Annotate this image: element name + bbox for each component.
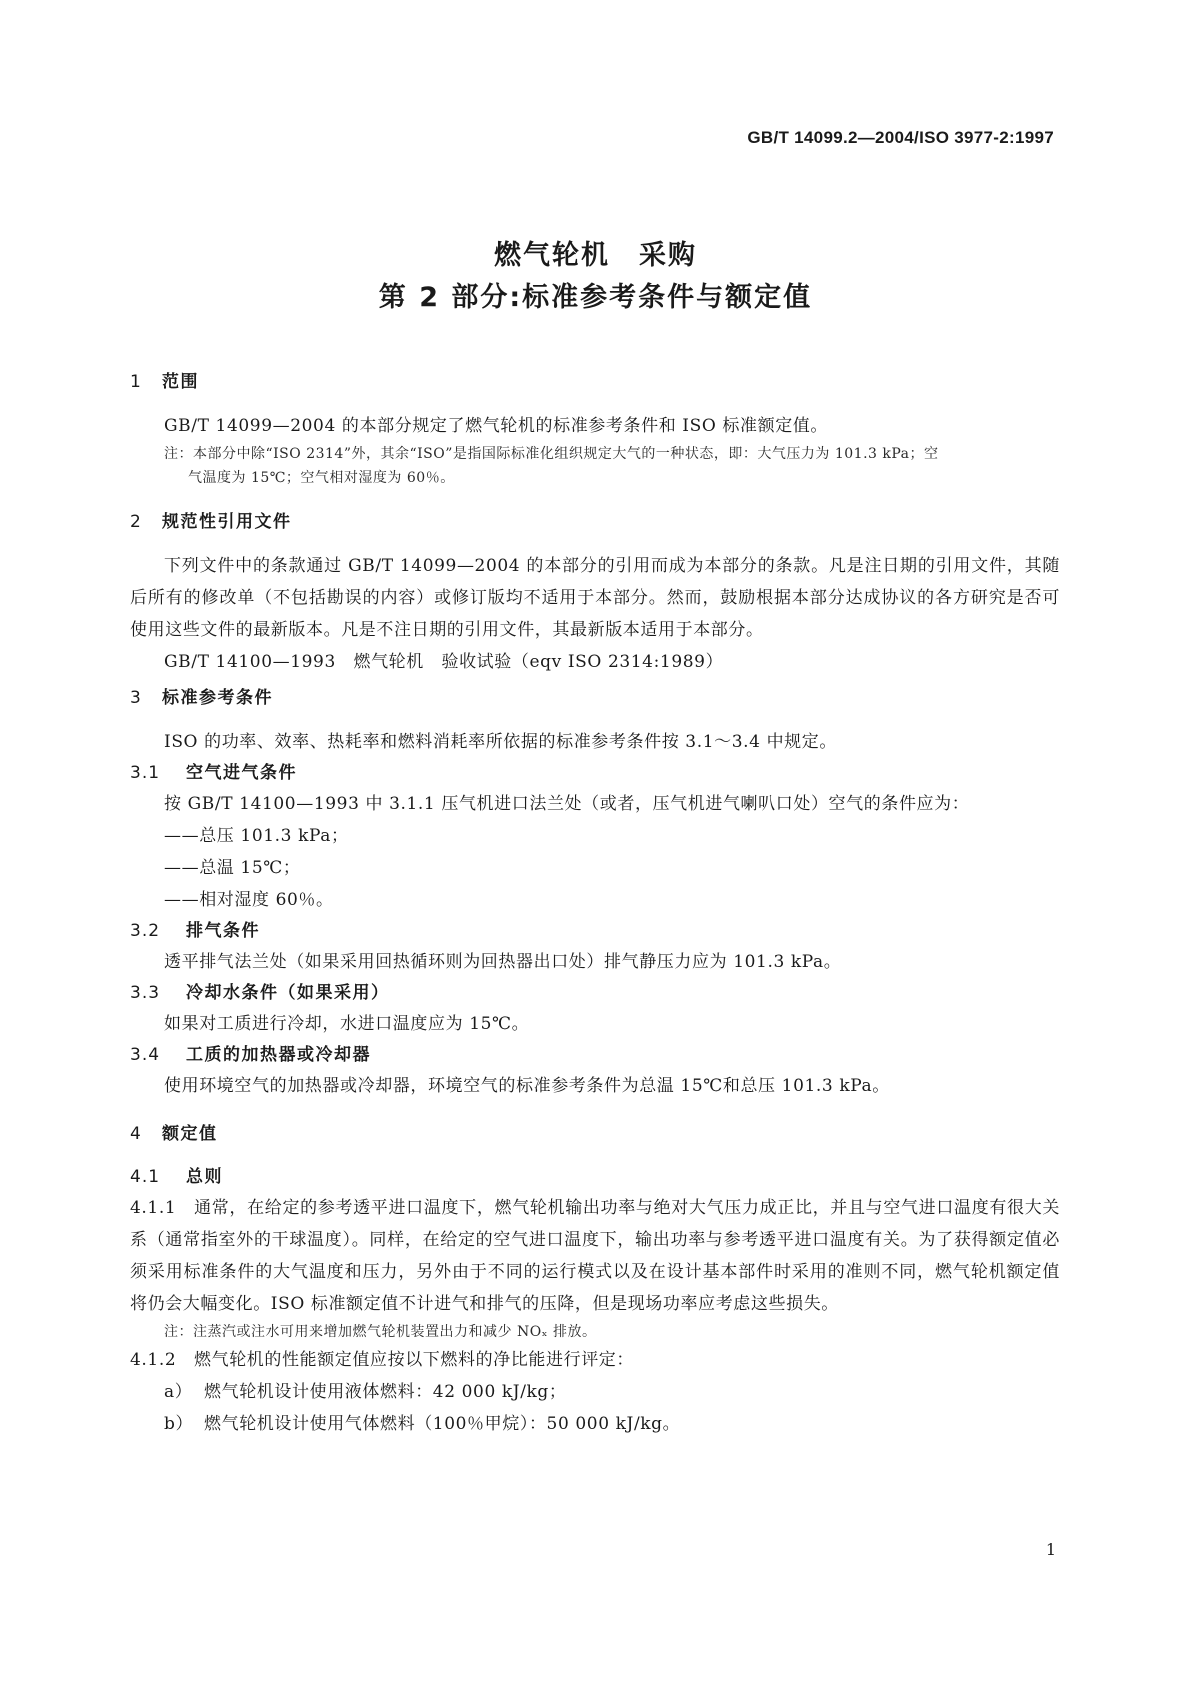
subsection-number: 4.1 bbox=[130, 1167, 161, 1187]
clause-text: 通常，在给定的参考透平进口温度下，燃气轮机输出功率与绝对大气压力成正比，并且与空气进口温度有很大关系（通常指室外的干球温度）。同样，在给定的空气进口温度下，输出功率与参考透平进口温度有关。为了获得额定值必须采用标准条件的大气温度和压力，另外由于不同的运行模式以及在设计基本部件时采用的准则不同，燃气轮机额定值将仍会大幅变化。ISO 标准额定值不计进气和排气的压降，但是现场功率应考虑这些损失。 bbox=[130, 1198, 1060, 1314]
list-label: b） bbox=[164, 1414, 194, 1434]
subsection-3-1-heading bbox=[130, 758, 1060, 788]
section-1-heading bbox=[130, 368, 1060, 396]
subsection-number: 3.2 bbox=[130, 921, 161, 941]
subsection-3-2-heading bbox=[130, 916, 1060, 946]
fuel-list-item-b bbox=[130, 1408, 1060, 1440]
heater-cooler-text: 使用环境空气的加热器或冷却器，环境空气的标准参考条件为总温 15℃和总压 101.3 kPa。 bbox=[164, 1076, 890, 1096]
list-text: 燃气轮机设计使用液体燃料：42 000 kJ/kg； bbox=[204, 1382, 567, 1402]
section-number: 2 bbox=[130, 512, 143, 532]
scope-note bbox=[130, 442, 1060, 490]
section-title: 范围 bbox=[162, 372, 199, 392]
subsection-4-1-heading bbox=[130, 1162, 1060, 1192]
document-title-line1: 燃气轮机 采购 bbox=[494, 240, 697, 271]
clause-4-1-2 bbox=[130, 1344, 1060, 1376]
clause-text: 燃气轮机的性能额定值应按以下燃料的净比能进行评定： bbox=[194, 1350, 634, 1370]
document-title-line2: 第 2 部分:标准参考条件与额定值 bbox=[378, 282, 813, 313]
scope-paragraph: GB/T 14099—2004 的本部分规定了燃气轮机的标准参考条件和 ISO 标准额定值。 bbox=[164, 416, 828, 436]
list-item: ——总温 15℃； bbox=[164, 858, 301, 878]
subsection-number: 3.1 bbox=[130, 763, 161, 783]
subsection-title: 空气进气条件 bbox=[186, 763, 297, 783]
note-line: 注：注蒸汽或注水可用来增加燃气轮机装置出力和减少 NOₓ 排放。 bbox=[164, 1324, 597, 1340]
exhaust-text: 透平排气法兰处（如果采用回热循环则为回热器出口处）排气静压力应为 101.3 kPa。 bbox=[164, 952, 842, 972]
note-line: 气温度为 15℃；空气相对湿度为 60％。 bbox=[188, 470, 455, 486]
page-number: 1 bbox=[1045, 1540, 1056, 1559]
section-title: 规范性引用文件 bbox=[162, 512, 292, 532]
standard-code: GB/T 14099.2—2004/ISO 3977-2:1997 bbox=[747, 128, 1054, 147]
subsection-title: 排气条件 bbox=[186, 921, 260, 941]
list-text: 燃气轮机设计使用气体燃料（100％甲烷）：50 000 kJ/kg。 bbox=[204, 1414, 681, 1434]
normative-references-paragraph: 下列文件中的条款通过 GB/T 14099—2004 的本部分的引用而成为本部分的条款。凡是注日期的引用文件，其随后所有的修改单（不包括勘误的内容）或修订版均不适用于本部分。然而，鼓励根据本部分达成协议的各方研究是否可使用这些文件的最新版本。凡是不注日期的引用文件，其最新版本适用于本部分。 bbox=[130, 556, 1060, 640]
subsection-title: 工质的加热器或冷却器 bbox=[186, 1045, 371, 1065]
reference-conditions-paragraph: ISO 的功率、效率、热耗率和燃料消耗率所依据的标准参考条件按 3.1～3.4 中规定。 bbox=[164, 732, 837, 752]
list-label: a） bbox=[164, 1382, 193, 1402]
subsection-title: 冷却水条件（如果采用） bbox=[186, 983, 390, 1003]
section-3-heading bbox=[130, 684, 1060, 712]
clause-4-1-1 bbox=[130, 1192, 1060, 1320]
section-title: 额定值 bbox=[162, 1124, 218, 1144]
reference-entry: GB/T 14100—1993 燃气轮机 验收试验（eqv ISO 2314:1989） bbox=[164, 652, 724, 672]
section-number: 3 bbox=[130, 688, 143, 708]
subsection-number: 3.3 bbox=[130, 983, 161, 1003]
list-item: ——总压 101.3 kPa； bbox=[164, 826, 349, 846]
document-body bbox=[130, 368, 1060, 1440]
subsection-title: 总则 bbox=[186, 1167, 223, 1187]
cooling-water-text: 如果对工质进行冷却，水进口温度应为 15℃。 bbox=[164, 1014, 530, 1034]
section-number: 4 bbox=[130, 1124, 143, 1144]
list-item: ——相对湿度 60％。 bbox=[164, 890, 334, 910]
clause-4-1-1-note bbox=[130, 1320, 1060, 1344]
subsection-3-3-heading bbox=[130, 978, 1060, 1008]
section-title: 标准参考条件 bbox=[162, 688, 273, 708]
subsection-3-4-heading bbox=[130, 1040, 1060, 1070]
section-4-heading bbox=[130, 1120, 1060, 1148]
clause-number: 4.1.2 bbox=[130, 1350, 177, 1370]
section-number: 1 bbox=[130, 372, 143, 392]
note-line: 注：本部分中除“ISO 2314”外，其余“ISO”是指国际标准化组织规定大气的一种状态，即：大气压力为 101.3 kPa；空 bbox=[164, 446, 939, 462]
fuel-list-item-a bbox=[130, 1376, 1060, 1408]
section-2-heading bbox=[130, 508, 1060, 536]
air-inlet-text: 按 GB/T 14100—1993 中 3.1.1 压气机进口法兰处（或者，压气机进气喇叭口处）空气的条件应为： bbox=[164, 794, 970, 814]
clause-number: 4.1.1 bbox=[130, 1198, 177, 1218]
subsection-number: 3.4 bbox=[130, 1045, 161, 1065]
